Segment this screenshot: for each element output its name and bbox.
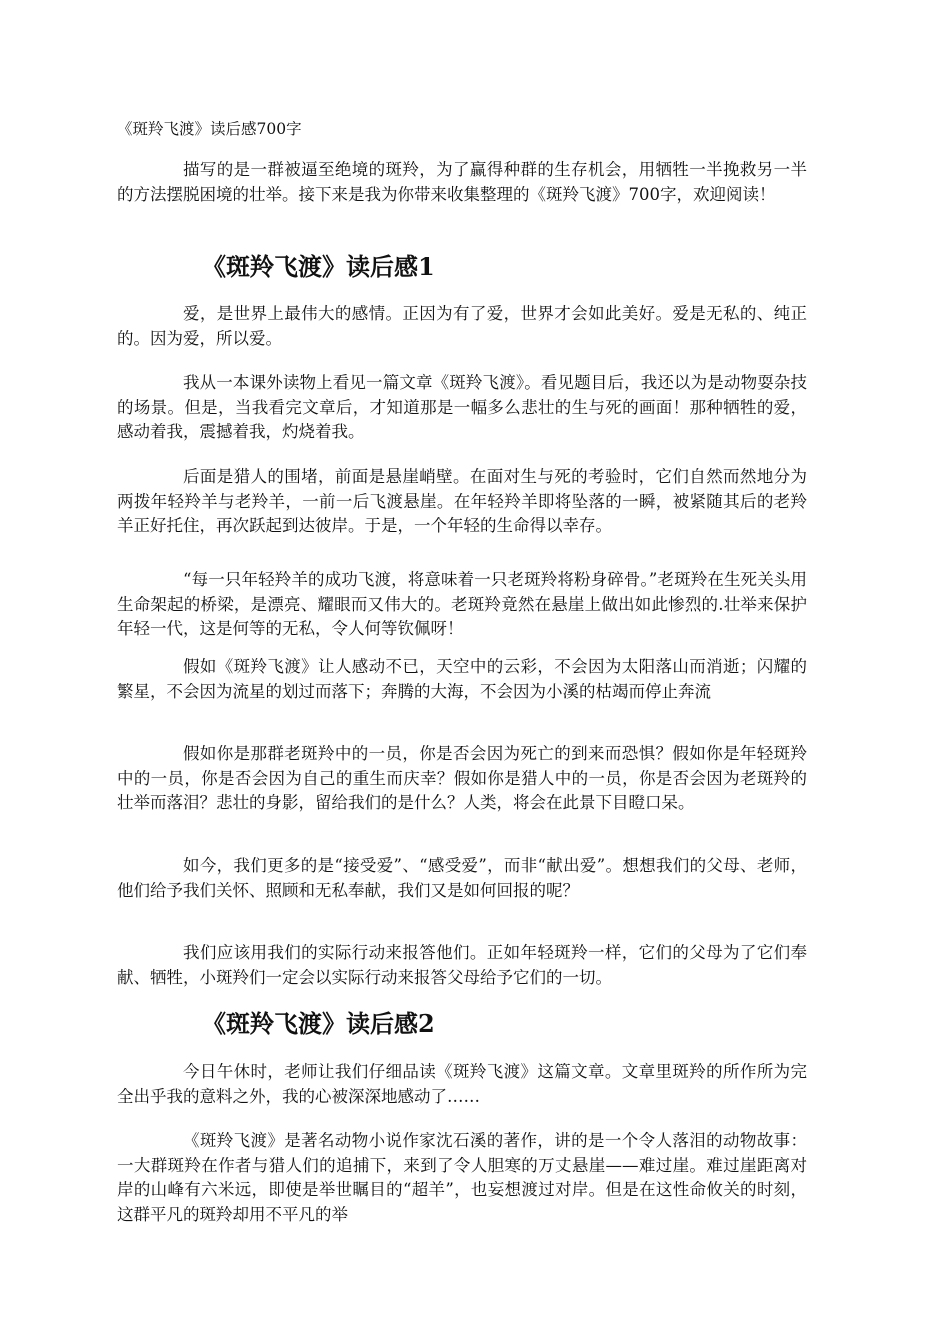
intro-paragraph: 描写的是一群被逼至绝境的斑羚，为了赢得种群的生存机会，用牺牲一半挽救另一半的方法摆脱困境的壮举。接下来是我为你带来收集整理的《斑羚飞渡》700字，欢迎阅读！ [117, 160, 807, 204]
section-heading-2: 《斑羚飞渡》读后感2 [202, 1009, 435, 1038]
paragraph: 如今，我们更多的是“接受爱”、“感受爱”，而非“献出爱”。想想我们的父母、老师，他们给予我们关怀、照顾和无私奉献，我们又是如何回报的呢？ [117, 856, 807, 900]
paragraph: 我从一本课外读物上看见一篇文章《斑羚飞渡》。看见题目后，我还以为是动物耍杂技的场景。但是，当我看完文章后，才知道那是一幅多么悲壮的生与死的画面！那种牺牲的爱，感动着我，震撼着我，灼烧着我。 [117, 373, 807, 441]
paragraph: “每一只年轻羚羊的成功飞渡，将意味着一只老斑羚将粉身碎骨。”老斑羚在生死关头用生命架起的桥梁，是漂亮、耀眼而又伟大的。老斑羚竟然在悬崖上做出如此惨烈的.壮举来保护年轻一代，这是何等的无私，令人何等钦佩呀！ [117, 570, 807, 638]
paragraph: 假如你是那群老斑羚中的一员，你是否会因为死亡的到来而恐惧？假如你是年轻斑羚中的一员，你是否会因为自己的重生而庆幸？假如你是猎人中的一员，你是否会因为老斑羚的壮举而落泪？悲壮的身影，留给我们的是什么？人类，将会在此景下目瞪口呆。 [117, 744, 807, 812]
paragraph: 假如《斑羚飞渡》让人感动不已，天空中的云彩，不会因为太阳落山而消逝；闪耀的繁星，不会因为流星的划过而落下；奔腾的大海，不会因为小溪的枯竭而停止奔流 [117, 657, 807, 701]
paragraph: 《斑羚飞渡》是著名动物小说作家沈石溪的著作，讲的是一个令人落泪的动物故事：一大群斑羚在作者与猎人们的追捕下，来到了令人胆寒的万丈悬崖——难过崖。难过崖距离对岸的山峰有六米远，即使是举世瞩目的“超羊”，也妄想渡过对岸。但是在这性命攸关的时刻，这群平凡的斑羚却用不平凡的举 [117, 1131, 807, 1224]
document-title: 《斑羚飞渡》读后感700字 [117, 120, 302, 138]
paragraph: 今日午休时，老师让我们仔细品读《斑羚飞渡》这篇文章。文章里斑羚的所作所为完全出乎我的意料之外，我的心被深深地感动了…… [117, 1062, 807, 1106]
paragraph: 后面是猎人的围堵，前面是悬崖峭壁。在面对生与死的考验时，它们自然而然地分为两拨年轻羚羊与老羚羊，一前一后飞渡悬崖。在年轻羚羊即将坠落的一瞬，被紧随其后的老羚羊正好托住，再次跃起到达彼岸。于是，一个年轻的生命得以幸存。 [117, 467, 807, 535]
paragraph: 我们应该用我们的实际行动来报答他们。正如年轻斑羚一样，它们的父母为了它们奉献、牺牲，小斑羚们一定会以实际行动来报答父母给予它们的一切。 [117, 943, 807, 987]
section-heading-1: 《斑羚飞渡》读后感1 [202, 252, 435, 281]
paragraph: 爱，是世界上最伟大的感情。正因为有了爱，世界才会如此美好。爱是无私的、纯正的。因为爱，所以爱。 [117, 304, 807, 348]
